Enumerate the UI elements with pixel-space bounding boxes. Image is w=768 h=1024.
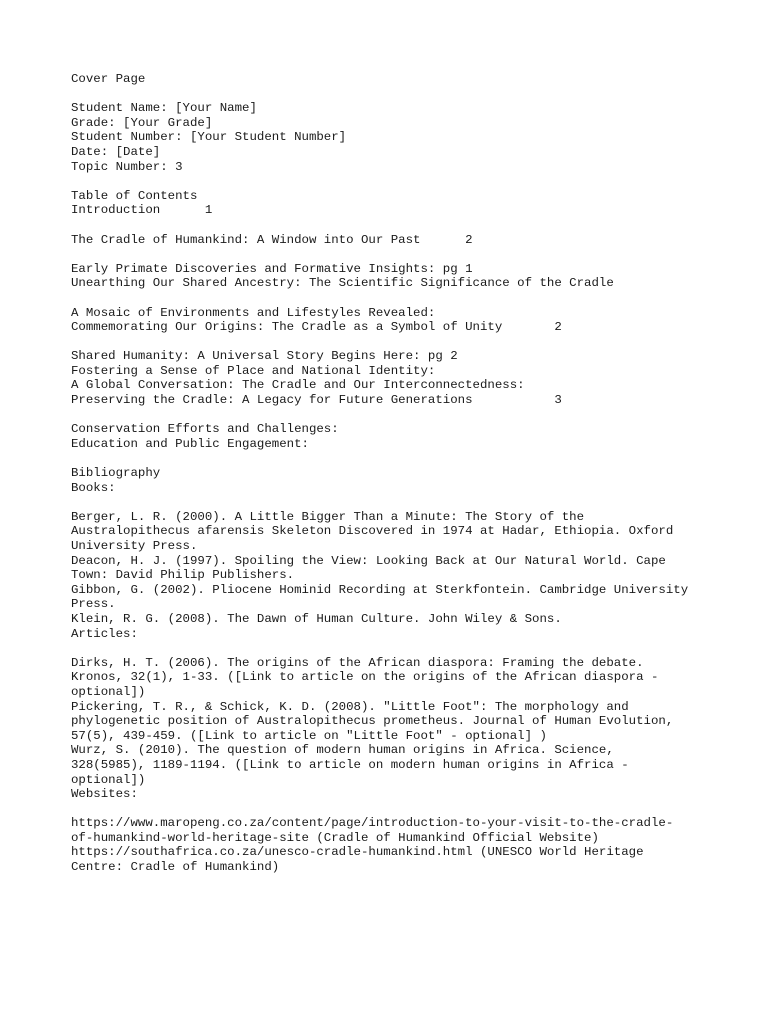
book-reference: Gibbon, G. (2002). Pliocene Hominid Recording at Sterkfontein. Cambridge University Press. (71, 582, 689, 612)
book-reference: Deacon, H. J. (1997). Spoiling the View: Looking Back at Our Natural World. Cape Town: David Philip Publishers. (71, 553, 666, 583)
toc-entry: Commemorating Our Origins: The Cradle as a Symbol of Unity 2 (71, 320, 562, 335)
articles-heading: Articles: (71, 626, 138, 641)
website-reference: https://www.maropeng.co.za/content/page/introduction-to-your-visit-to-the-cradle- of-humankind-world-heritage-site (Cradle of Humankind Official Website) (71, 816, 674, 845)
toc-entry: Preserving the Cradle: A Legacy for Future Generations 3 (71, 393, 562, 408)
toc-group (71, 262, 711, 291)
toc-entry: A Global Conversation: The Cradle and Our Interconnectedness: (71, 378, 525, 393)
date: Date: [Date] (71, 144, 161, 159)
article-reference: Pickering, T. R., & Schick, K. D. (2008). "Little Foot": The morphology and phylogenetic position of Australopithecus prometheus. Journal of Human Evolution, 57(5), 439-459. ([Link to article on "Little Foot" - optional] ) (71, 699, 674, 743)
books-heading: Books: (71, 480, 116, 495)
toc-entry: Introduction 1 (71, 203, 213, 218)
article-reference: Dirks, H. T. (2006). The origins of the African diaspora: Framing the debate. Kronos, 32(1), 1-33. ([Link to article on the origins of the African diaspora - optional]) (71, 655, 659, 699)
toc-heading: Table of Contents (71, 188, 198, 203)
book-reference: Berger, L. R. (2000). A Little Bigger Than a Minute: The Story of the Australopithecus afarensis Skeleton Discovered in 1974 at Hadar, Ethiopia. Oxford University Press. (71, 509, 674, 553)
toc-entry: The Cradle of Humankind: A Window into Our Past 2 (71, 232, 473, 247)
toc-group (71, 203, 711, 218)
grade: Grade: [Your Grade] (71, 115, 213, 130)
toc-group (71, 306, 711, 335)
topic-number: Topic Number: 3 (71, 159, 183, 174)
book-reference: Klein, R. G. (2008). The Dawn of Human Culture. John Wiley & Sons. (71, 611, 562, 626)
toc-entry: Shared Humanity: A Universal Story Begins Here: pg 2 (71, 349, 458, 364)
toc-group (71, 349, 711, 407)
toc-entry: Conservation Efforts and Challenges: (71, 422, 339, 437)
toc-group (71, 233, 711, 248)
toc-entry: Education and Public Engagement: (71, 436, 309, 451)
toc-entry: Early Primate Discoveries and Formative Insights: pg 1 (71, 261, 473, 276)
article-reference: Wurz, S. (2010). The question of modern human origins in Africa. Science, 328(5985), 1189-1194. ([Link to article on modern human origins in Africa - optional]) (71, 743, 629, 787)
toc-entry: Fostering a Sense of Place and National Identity: (71, 363, 436, 378)
websites-heading: Websites: (71, 787, 138, 802)
toc-entry: Unearthing Our Shared Ancestry: The Scientific Significance of the Cradle (71, 276, 614, 291)
student-number: Student Number: [Your Student Number] (71, 130, 347, 145)
document-page (71, 72, 711, 875)
cover-heading: Cover Page (71, 72, 146, 86)
toc-group (71, 422, 711, 451)
toc-entry: A Mosaic of Environments and Lifestyles Revealed: (71, 305, 436, 320)
bibliography-heading: Bibliography (71, 466, 161, 481)
student-name: Student Name: [Your Name] (71, 101, 257, 116)
website-reference: https://southafrica.co.za/unesco-cradle-humankind.html (UNESCO World Heritage Centre: Cradle of Humankind) (71, 845, 644, 875)
